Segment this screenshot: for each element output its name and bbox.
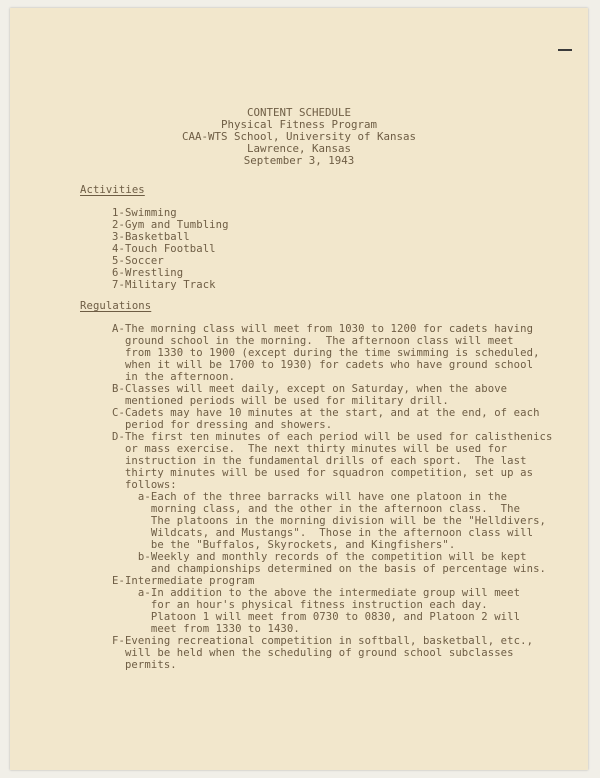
regulation-line: a-In addition to the above the intermediate group will meet — [112, 587, 521, 599]
doc-title: CONTENT SCHEDULE — [246, 106, 351, 119]
regulation-line: permits. — [112, 659, 177, 671]
doc-subtitle-location: Lawrence, Kansas — [246, 142, 351, 155]
regulation-line: when it will be 1700 to 1930) for cadets who have ground school — [112, 359, 534, 371]
activity-item: 2-Gym and Tumbling — [112, 219, 229, 231]
regulation-line: Wildcats, and Mustangs". Those in the afternoon class will — [112, 527, 534, 539]
doc-date: September 3, 1943 — [243, 154, 355, 167]
regulation-line: The platoons in the morning division will be the "Helldivers, — [112, 515, 547, 527]
document-page — [10, 8, 588, 770]
regulation-line: from 1330 to 1900 (except during the time swimming is scheduled, — [112, 347, 540, 359]
activity-item: 4-Touch Football — [112, 243, 216, 255]
regulation-line: Platoon 1 will meet from 0730 to 0830, and Platoon 2 will — [112, 611, 521, 623]
regulation-line: in the afternoon. — [112, 371, 236, 383]
regulation-line: morning class, and the other in the afternoon class. The — [112, 503, 521, 515]
regulation-line: or mass exercise. The next thirty minutes will be used for — [112, 443, 508, 455]
regulation-line: be the "Buffalos, Skyrockets, and Kingfishers". — [112, 539, 456, 551]
activity-item: 5-Soccer — [112, 255, 164, 267]
doc-subtitle-school: CAA-WTS School, University of Kansas — [181, 130, 416, 143]
activity-item: 3-Basketball — [112, 231, 190, 243]
regulations-heading: Regulations — [80, 300, 152, 312]
regulation-line: period for dressing and showers. — [112, 419, 333, 431]
regulation-line: meet from 1330 to 1430. — [112, 623, 300, 635]
regulation-line: b-Weekly and monthly records of the competition will be kept — [112, 551, 527, 563]
regulation-line: a-Each of the three barracks will have one platoon in the — [112, 491, 508, 503]
regulation-line: will be held when the scheduling of ground school subclasses — [112, 647, 514, 659]
regulation-line: C-Cadets may have 10 minutes at the start, and at the end, of each — [112, 407, 540, 419]
regulation-line: mentioned periods will be used for military drill. — [112, 395, 449, 407]
regulation-line: instruction in the fundamental drills of each sport. The last — [112, 455, 527, 467]
activities-heading: Activities — [80, 184, 145, 196]
activity-item: 1-Swimming — [112, 207, 177, 219]
doc-subtitle-program: Physical Fitness Program — [220, 118, 377, 131]
regulation-line: follows: — [112, 479, 177, 491]
activity-item: 7-Military Track — [112, 279, 216, 291]
regulation-line: ground school in the morning. The afternoon class will meet — [112, 335, 514, 347]
regulation-line: E-Intermediate program — [112, 575, 255, 587]
regulation-line: A-The morning class will meet from 1030 to 1200 for cadets having — [112, 323, 534, 335]
regulation-line: B-Classes will meet daily, except on Saturday, when the above — [112, 383, 508, 395]
regulation-line: F-Evening recreational competition in softball, basketball, etc., — [112, 635, 534, 647]
regulation-line: thirty minutes will be used for squadron competition, set up as — [112, 467, 534, 479]
regulation-line: D-The first ten minutes of each period will be used for calisthenics — [112, 431, 553, 443]
activity-item: 6-Wrestling — [112, 267, 184, 279]
edge-mark — [558, 49, 572, 51]
regulation-line: for an hour's physical fitness instruction each day. — [112, 599, 488, 611]
regulation-line: and championships determined on the basis of percentage wins. — [112, 563, 547, 575]
